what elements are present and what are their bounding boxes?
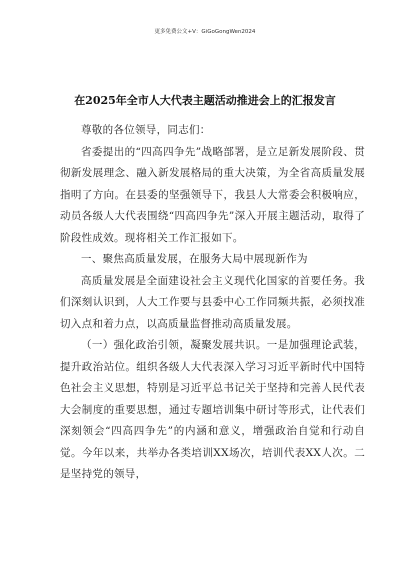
paragraph-section-1: 高质量发展是全面建设社会主义现代化国家的首要任务。我们深刻认识到，人大工作要与县委中心工作同频共振，必须找准切入点和着力点，以高质量监督推动高质量发展。 (60, 274, 365, 330)
watermark-text: 更多免费公文+V：GiGoGongWen2024 (154, 29, 256, 35)
greeting: 尊敬的各位领导，同志们： (81, 124, 211, 136)
paragraph-intro: 省委提出的“四高四争先”战略部署，是立足新发展阶段、贯彻新发展理念、融入新发展格局的重大决策，为全省高质量发展指明了方向。在县委的坚强领导下，我县人大常委会积极响应，动员各级人大代表围绕“四高四争先”深入开展主题活动，取得了阶段性成效。现将相关工作汇报如下。 (60, 145, 365, 244)
document-body (60, 116, 365, 486)
paragraph-subsection-1: （一）强化政治引领，凝聚发展共识。一是加强理论武装，提升政治站位。组织各级人大代表深入学习习近平新时代中国特色社会主义思想，特别是习近平总书记关于坚持和完善人民代表大会制度的重要思想，通过专题培训集中研讨等形式，让代表们深刻领会“四高四争先”的内涵和意义，增强政治自觉和行动自觉。今年以来，共举办各类培训XX场次，培训代表XX人次。二是坚持党的领导， (60, 339, 365, 480)
section-heading-1: 一、聚焦高质量发展，在服务大局中展现新作为 (81, 253, 308, 265)
document-title: 在2025年全市人大代表主题活动推进会上的汇报发言 (74, 94, 336, 107)
